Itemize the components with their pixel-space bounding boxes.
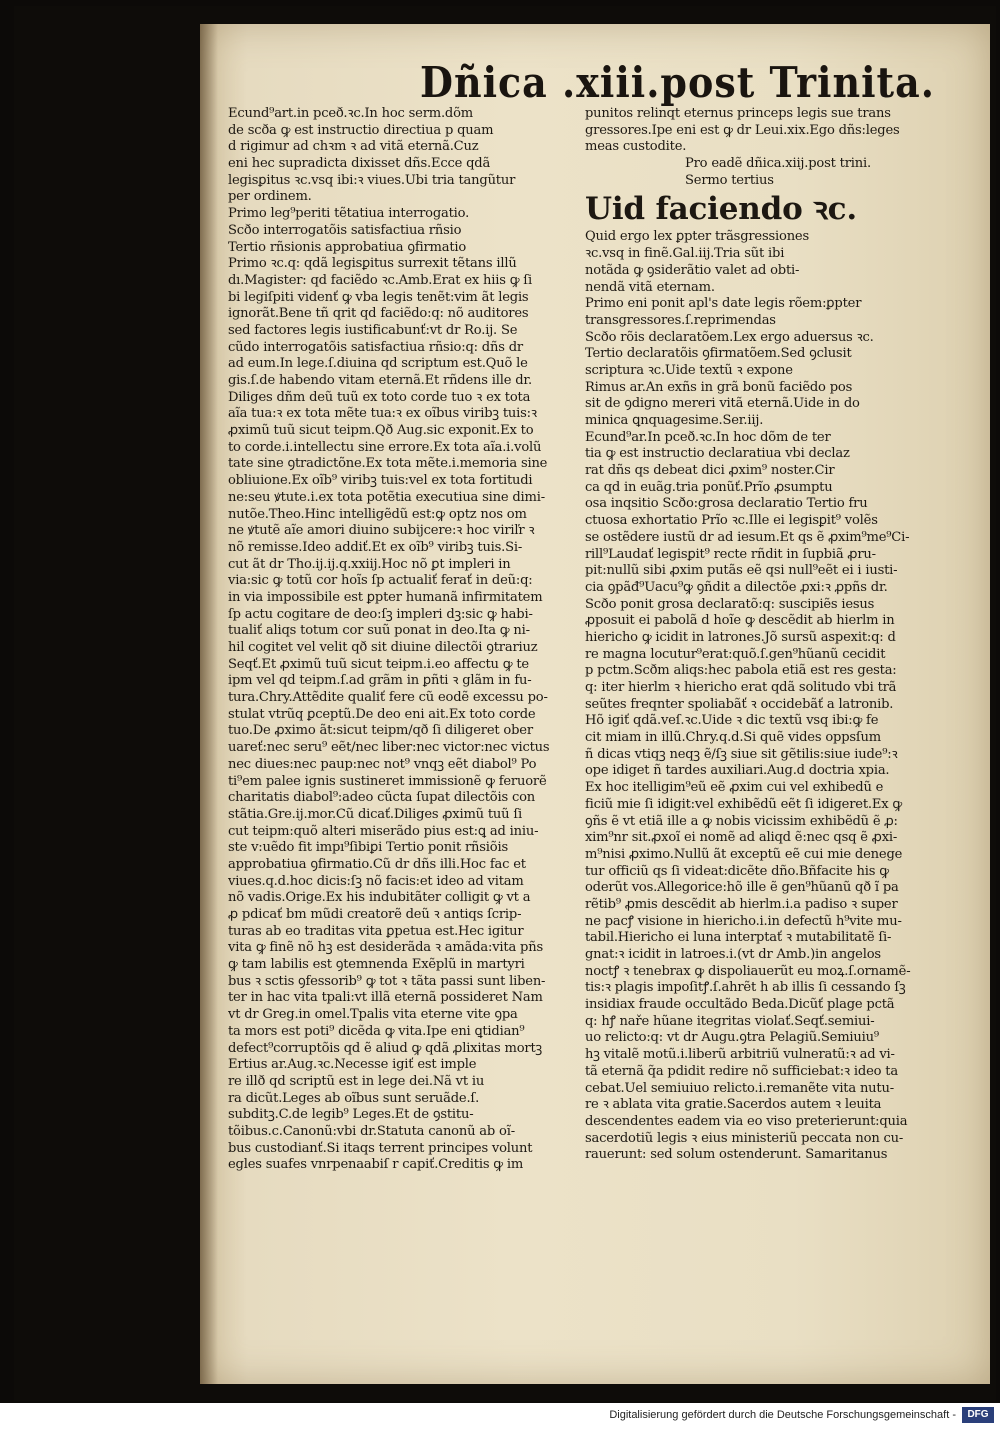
text-line: nõ vadis.Orige.Ex his indubitãter colligit ꝙ vt a	[228, 890, 531, 906]
text-line: seũtes freqnter spoliabãť ꝛ occidebãť a latronib.	[585, 696, 894, 712]
text-line: uo relicto:q: vt dr Augu.ꝯtra Pelagiũ.Semiuiu⁹	[585, 1030, 879, 1046]
text-line: Ecund⁹art.in pceð.ꝛc.In hoc serm.dõm	[228, 106, 474, 121]
text-line: Primo eni ponit apl's date legis rõem:ꝑpter	[585, 296, 862, 312]
text-line: Primo leg⁹periti tẽtatiua interrogatio.	[228, 206, 470, 222]
text-line: p pctm.Scðm aliqs:hec pabola etiã est res gesta:	[585, 663, 897, 679]
text-line: hiericho ꝙ icidit in latrones.Jõ sursũ aspexit:q: d	[585, 629, 896, 645]
text-line: ꝛc.vsq in finẽ.Gal.iij.Tria sũt ibi	[585, 246, 785, 262]
text-line: tura.Chry.Attẽdite qualiť fere cũ eodẽ excessu po-	[228, 690, 548, 706]
text-line: pit:nullũ sibi ꝓxim putãs eẽ qsi null⁹eẽt ei i iusti-	[585, 563, 898, 579]
text-line: in via impossibile est ꝑpter humanã infirmitatem	[228, 589, 543, 605]
text-line: Ertius ar.Aug.ꝛc.Necesse igiť est imple	[228, 1057, 477, 1073]
text-line: charitatis diabol⁹:adeo cũcta ſupat dilectõis con	[228, 790, 536, 806]
text-line: nec diues:nec paup:nec not⁹ vnqꝫ eẽt diabol⁹ Po	[228, 756, 537, 772]
text-line: ñ dicas vtiqꝫ neqꝫ ẽ/ſꝫ siue sit gẽtilis:siue iude⁹:ꝛ	[585, 746, 898, 762]
text-line: ra dicũt.Leges ab oĩbus sunt seruãde.ſ.	[228, 1090, 480, 1106]
text-line: ignorãt.Bene tñ qrit qd faciẽdo:q: nõ auditores	[228, 306, 529, 322]
text-line: ti⁹em palee ignis sustineret immissionẽ ꝙ feruorẽ	[228, 773, 547, 789]
text-line: vt dr Greg.in omel.Tpalis vita eterne vite ꝯpa	[228, 1007, 518, 1023]
text-line: ꝓposuit ei pabolã d hoĩe ꝙ descẽdit ab hierlm in	[585, 613, 895, 629]
text-line: ste v:uẽdo fit impı⁹ſibiꝑi Tertio ponit rñsiõis	[228, 840, 508, 856]
text-line: ca qd in euãg.tria ponũť.Prĩo ꝓsumptu	[585, 479, 833, 495]
dfg-logo: DFG	[962, 1407, 994, 1423]
text-line: Hõ igiť qdã.veſ.ꝛc.Uide ꝛ dic textũ vsq ibi:ꝙ fe	[585, 713, 879, 729]
text-line: meas custodite.	[585, 139, 687, 155]
text-line: tur officiũ qs ſi videat:dicẽte dño.Bñfacite his ꝙ	[585, 863, 889, 879]
text-line: tia ꝙ est instructio declaratiua vbi declaz	[585, 446, 850, 462]
text-line: tate sine ꝯtradictõne.Ex tota mẽte.i.memoria sine	[228, 456, 548, 472]
text-line: per ordinem.	[228, 189, 312, 205]
text-line: viues.q.d.hoc dicis:ſꝫ nõ facis:et ideo ad vitam	[228, 873, 524, 889]
text-line: aĩa tua:ꝛ ex tota mẽte tua:ꝛ ex oĩbus viribꝫ tuis:ꝛ	[228, 406, 537, 422]
text-line: insidiax fraude occultãdo Beda.Dicũť plage pctã	[585, 997, 895, 1013]
text-line: defect⁹corruptõis qd ẽ aliud ꝙ qdã ꝓlixitas mortꝫ	[228, 1040, 543, 1056]
text-line: noctꝭ ꝛ tenebrax ꝙ dispoliauerũt eu moꝝ.ſ.ornamẽ-	[585, 963, 911, 979]
text-line: ipm vel qd teipm.ſ.ad grãm in ꝑñti ꝛ glãm in fu-	[228, 673, 532, 689]
text-line: cũdo interrogatõis satisfactiua rñsio:q: dñs dr	[228, 339, 523, 355]
text-line: sacerdotiũ legis ꝛ eius ministeriũ peccata non cu-	[585, 1130, 904, 1146]
text-line: rill⁹Laudať legisꝑit⁹ recte rñdit in ſupbiã ꝓru-	[585, 546, 876, 562]
text-line: Scðo rõis declaratõem.Lex ergo aduersus ꝛc.	[585, 329, 874, 345]
text-line: Diliges dñm deũ tuũ ex toto corde tuo ꝛ ex tota	[228, 389, 531, 405]
text-line: ꝓximũ tuũ sicut teipm.Qð Aug.sic exponit.Ex to	[228, 423, 534, 439]
text-line: approbatiua ꝯfirmatio.Cũ dr dñs illi.Hoc fac et	[228, 856, 526, 872]
text-line: rauerunt: sed solum ostenderunt. Samaritanus	[585, 1147, 888, 1163]
text-line: Scðo ponit grosa declaratõ:q: suscipiẽs iesus	[585, 596, 875, 612]
text-line: vita ꝙ finẽ nõ hꝫ est desiderãda ꝛ amãda:vita pñs	[228, 940, 543, 956]
text-line: ter in hac vita tpali:vt illã eternã possideret Nam	[228, 990, 543, 1006]
text-line: stãtia.Gre.ij.mor.Cũ dicať.Diliges ꝓximũ tuũ ſi	[228, 806, 522, 822]
text-line: re illð qd scriptũ est in lege dei.Nã vt iu	[228, 1073, 485, 1089]
text-line: hil cogitet vel velit qð sit diuine dilectõi ꝯtrariuz	[228, 640, 538, 655]
text-line: ꝯñs ẽ vt etiã ille a ꝙ nobis vicissim exhibẽdũ ẽ ꝓ:	[585, 813, 898, 829]
text-line: punitos relinqt eternus princeps legis sue trans	[585, 106, 891, 121]
text-line: uareť:nec seru⁹ eẽt/nec liber:nec victor:nec victus	[228, 740, 550, 756]
text-line: Ex hoc itelligim⁹eũ eẽ ꝓxim cui vel exhibedũ e	[585, 780, 884, 796]
text-line: tã eternã q̃a pdidit redire nõ sufficiebat:ꝛ ideo ta	[585, 1063, 898, 1079]
text-line: cebat.Uel semiuiuo relicto.i.remanẽte vita nutu-	[585, 1080, 894, 1096]
text-line: ne pacꝭ visione in hiericho.i.in defectũ h⁹vite mu-	[585, 913, 902, 929]
text-line: gnat:ꝛ icidit in latroes.i.(vt dr Amb.)in angelos	[585, 947, 881, 962]
text-line: bi legiſpiti videnť ꝙ vba legis tenẽt:vim ãt legis	[228, 289, 529, 305]
text-line: scriptura ꝛc.Uide textũ ꝛ expone	[585, 362, 793, 378]
text-line: q: hꝭ naře hũane itegritas violať.Seqť.semiui-	[585, 1013, 875, 1029]
text-line: notãda ꝙ ꝯsiderãtio valet ad obti-	[585, 262, 800, 278]
text-line: sit de ꝯdigno mereri vitã eternã.Uide in do	[585, 396, 860, 412]
text-line: hꝫ vitalẽ motũ.i.liberũ arbitriũ vulneratũ:ꝛ ad vi-	[585, 1047, 895, 1063]
footer-credit: Digitalisierung gefördert durch die Deutsche Forschungsgemeinschaft -	[609, 1409, 956, 1421]
text-line: rat dñs qs debeat dici ꝓxim⁹ noster.Cir	[585, 463, 835, 479]
text-line: tuo.De ꝓximo ãt:sicut teipm/qð ſi diligeret ober	[228, 723, 533, 739]
text-line: Tertio declaratõis ꝯfirmatõem.Sed ꝯclusit	[585, 346, 852, 362]
text-line: cit miam in illũ.Chry.q.d.Si quẽ vides oppsſum	[585, 730, 881, 746]
text-line: ta mors est poti⁹ dicẽda ꝙ vita.Ipe eni ꝗtidian⁹	[228, 1023, 525, 1039]
text-line: Seqť.Et ꝓximũ tuũ sicut teipm.i.eo affectu ꝙ te	[228, 656, 529, 672]
text-line: descendentes eadem via eo viso preterierunt:quia	[585, 1113, 908, 1129]
text-line: to corde.i.intellectu sine errore.Ex tota aĩa.i.volũ	[228, 439, 542, 455]
text-line: bus custodianť.Si itaqs terrent principes volunt	[228, 1140, 533, 1156]
text-line: ope idiget ñ tardes auxiliari.Aug.d doctria xpia.	[585, 763, 890, 779]
text-line: nutõe.Theo.Hinc intelligẽdũ est:ꝙ optz nos om	[228, 506, 527, 522]
text-line: ꝙ tam labilis est ꝯtemnenda Exẽplũ in martyri	[228, 957, 525, 973]
text-line: cia ꝯpãđ⁹Uacu⁹ꝙ ꝯñdit a dilectõe ꝓxi:ꝛ ꝓpñs dr.	[585, 579, 888, 595]
text-line: ne:seu ꝟtute.i.ex tota potẽtia executiua sine dimi-	[228, 489, 545, 505]
text-line: bus ꝛ sctis ꝯfessorib⁹ ꝙ tot ꝛ tãta passi sunt liben-	[228, 973, 546, 989]
text-line: cut ãt dr Tho.ij.ij.q.xxiij.Hoc nõ ꝑt impleri in	[228, 556, 511, 572]
text-line: subditꝫ.C.de legib⁹ Leges.Et de ꝯstitu-	[228, 1107, 474, 1123]
text-line: eni hec supradicta dixisset dñs.Ecce qdã	[228, 156, 491, 172]
text-line: ꝓ pdicať ḃm mũdi creatorẽ deũ ꝛ antiqs ſcrip-	[228, 907, 522, 922]
text-line: legisꝑitus ꝛc.vsq ibi:ꝛ viues.Ubi tria tangũtur	[228, 172, 516, 188]
text-line: rẽtib⁹ ꝓmis descẽdit ab hierlm.i.a padiso ꝛ super	[585, 896, 898, 912]
text-line: oderũt vos.Allegorice:hõ ille ẽ gen⁹hũanũ qð ĩ pa	[585, 880, 899, 896]
text-line: nõ remisse.Ideo addiť.Et ex oĩb⁹ viribꝫ tuis.Si-	[228, 539, 523, 555]
text-line: tõibus.c.Canonũ:vbi dr.Statuta canonũ ab oĩ-	[228, 1123, 515, 1139]
text-line: gis.ſ.de habendo vitam eternã.Et rñdens ille dr.	[228, 373, 532, 388]
left-column	[228, 106, 556, 1174]
text-line: turas ab eo traditas vita ꝑpetua est.Hec igitur	[228, 923, 524, 939]
text-line: se ostẽdere iustũ dr ad iesum.Et qs ẽ ꝓxim⁹me⁹Ci-	[585, 529, 910, 545]
text-line: ne ꝟtutẽ aĩe amori diuino subijcere:ꝛ hoc viriľr ꝛ	[228, 523, 535, 539]
text-line: Quid ergo lex ꝑpter trãsgressiones	[585, 229, 809, 245]
text-line: ſp actu cogitare de deo:ſꝫ impleri dꝫ:sic ꝙ habi-	[228, 606, 533, 622]
text-line: ficiũ mie ſi idigit:vel exhibẽdũ eẽt ſi idigeret.Ex ꝙ	[585, 796, 902, 812]
text-line: m⁹nisi ꝓximo.Nullũ ãt exceptũ eẽ cui mie denege	[585, 846, 903, 862]
text-line: egles suafes vnrpenaabiſ r capiť.Creditis ꝙ im	[228, 1157, 524, 1173]
text-line: ctuosa exhortatio Prĩo ꝛc.Ille ei legisꝑit⁹ volẽs	[585, 513, 878, 529]
text-line: Ecund⁹ar.In pceð.ꝛc.In hoc dõm de ter	[585, 429, 831, 445]
text-line: via:sic ꝙ totũ cor hoĩs ſp actualiť ferať in deũ:q:	[228, 573, 533, 589]
text-line: Tertio rñsionis approbatiua ꝯfirmatio	[228, 239, 467, 255]
text-line: Scðo interrogatõis satisfactiua rñsio	[228, 222, 462, 238]
text-line: re ꝛ ablata vita gratie.Sacerdos autem ꝛ leuita	[585, 1097, 882, 1113]
text-line: cut teipm:quõ alteri miserãdo pius est:ꝗ ad iniu-	[228, 823, 539, 839]
text-line: stulat vtrũq ꝑceptũ.De deo eni ait.Ex toto corde	[228, 706, 536, 722]
text-line: tabil.Hiericho ei luna interptať ꝛ mutabilitatẽ ſi-	[585, 930, 892, 946]
running-head: Dñica .xiii.post Trinita.	[420, 57, 935, 107]
text-line: de scða ꝙ est instructio directiua p quam	[228, 122, 494, 138]
footer-bar	[0, 1403, 1000, 1429]
text-line: tis:ꝛ plagis impoſitꝭ.ſ.ahrẽt h ab illis ſi cessando ſꝫ	[585, 980, 906, 996]
text-line: d rigimur ad chꝛm ꝛ ad vitã eternã.Cuz	[228, 139, 479, 155]
sermon-title: Pro eadẽ dñica.xiij.post trini.	[685, 156, 871, 172]
text-line: osa inqsitio Scðo:grosa declaratio Tertio fru	[585, 496, 868, 512]
text-line: re magna locutur⁹erat:quõ.ſ.gen⁹hũanũ cecidit	[585, 646, 886, 662]
text-line: minica ꝗnquagesime.Ser.iij.	[585, 413, 764, 428]
text-line: xim⁹nr sit.ꝓxoĩ ei nomẽ ad aliqd ẽ:nec qsq ẽ ꝓxi-	[585, 830, 898, 846]
text-line: transgressores.ſ.reprimendas	[585, 312, 776, 328]
page-gutter-shadow	[200, 24, 218, 1384]
text-line: gressores.Ipe eni est ꝙ dr Leui.xix.Ego dñs:leges	[585, 122, 900, 138]
text-line: Primo ꝛc.q: qdã legisꝑitus surrexit tẽtans illũ	[228, 256, 517, 272]
text-line: nendã vitã eternam.	[585, 279, 715, 295]
right-column	[585, 106, 931, 1164]
text-line: ad eum.In lege.ſ.diuina qd scriptum est.Quõ le	[228, 356, 528, 372]
text-line: tualiť aliqs totum cor suũ ponat in deo.Ita ꝙ ni-	[228, 623, 530, 639]
initial-heading: Uid faciendo ꝛc.	[585, 191, 857, 228]
text-line: Rimus ar.An exñs in grã bonũ faciẽdo pos	[585, 379, 853, 395]
text-line: obliuione.Ex oĩb⁹ viribꝫ tuis:vel ex tota fortitudi	[228, 473, 533, 489]
text-line: dı.Magister: qd faciẽdo ꝛc.Amb.Erat ex hiis ꝙ ſi	[228, 272, 532, 288]
text-line: sed factores legis iustificabunť:vt dr Ro.ij. Se	[228, 322, 518, 338]
sermon-subtitle: Sermo tertius	[685, 172, 774, 188]
text-line: q: iter hierlm ꝛ hiericho erat qdã solitudo vbi trã	[585, 680, 897, 695]
